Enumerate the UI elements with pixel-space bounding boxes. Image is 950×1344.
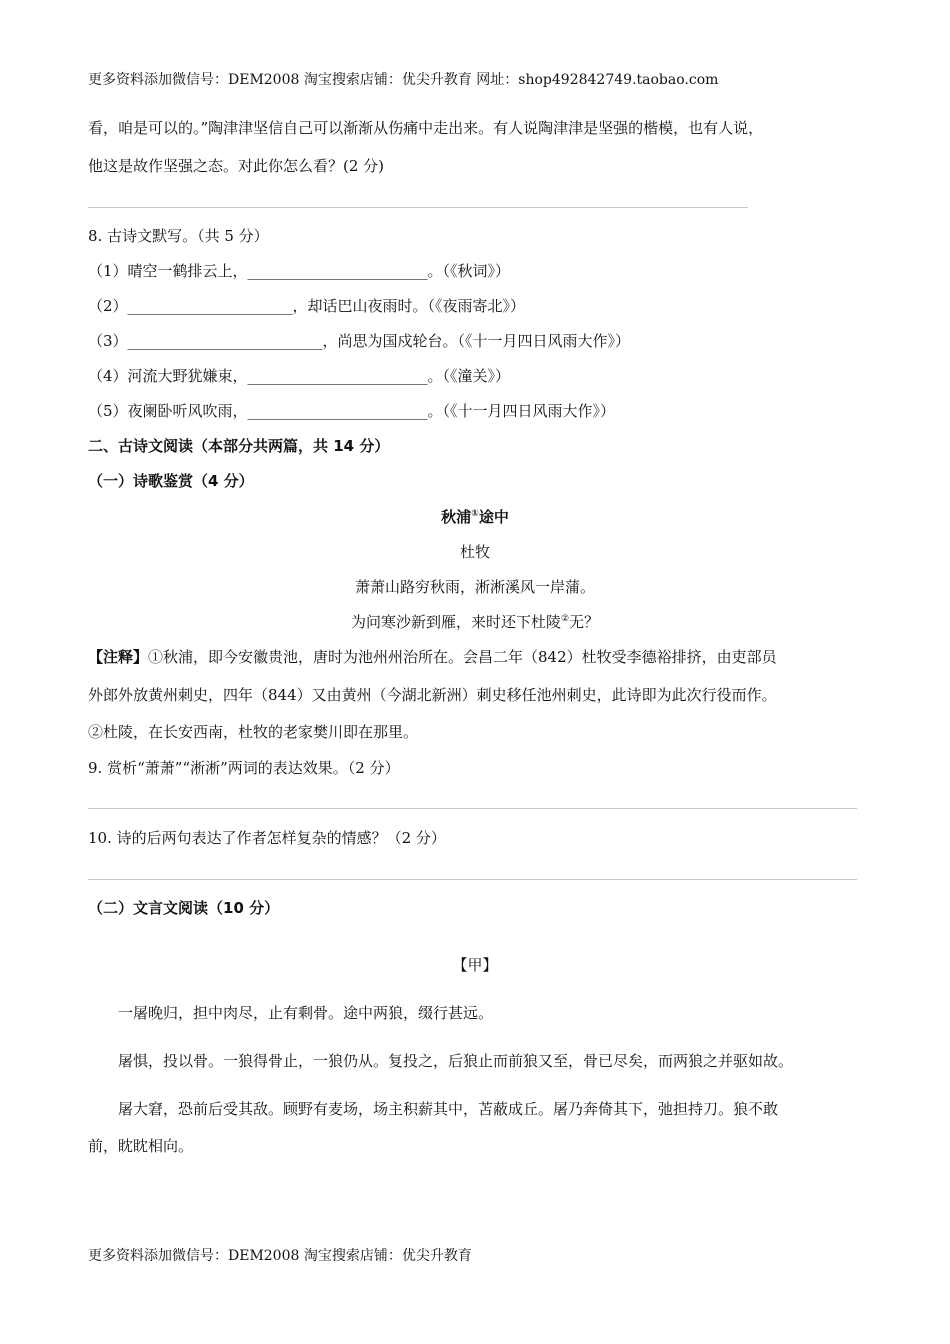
- annotation-line-1: 【注释】①秋浦，即今安徽贵池，唐时为池州州治所在。会昌二年（842）杜牧受李德裕排挤，由吏部员: [88, 648, 777, 666]
- q8-item-5: （5）夜阑卧听风吹雨，________________________。（《十一月四日风雨大作》）: [88, 402, 616, 420]
- q8-title: 8. 古诗文默写。（共 5 分）: [88, 227, 269, 245]
- q7-text-line-2: 他这是故作坚强之态。对此你怎么看？(2 分): [88, 157, 385, 175]
- annotation-line-2: 外郎外放黄州刺史，四年（844）又由黄州（今湖北新洲）刺史移任池州刺史，此诗即为此次行役而作。: [88, 686, 777, 704]
- answer-line: [88, 808, 857, 809]
- poem-line-1: 萧萧山路穷秋雨，淅淅溪风一岸蒲。: [354, 578, 595, 596]
- q8-item-4: （4）河流大野犹嫌束，________________________。（《潼关》）: [88, 367, 511, 385]
- passage-paragraph-3-line-2: 前，眈眈相向。: [88, 1137, 194, 1155]
- passage-paragraph-2: 屠惧，投以骨。一狼得骨止，一狼仍从。复投之，后狼止而前狼又至，骨已尽矣，而两狼之并驱如故。: [118, 1052, 794, 1070]
- poem-line-2: 为问寒沙新到雁，来时还下杜陵②无？: [350, 613, 600, 631]
- q7-text-line-1: 看，咱是可以的。”陶津津坚信自己可以渐渐从伤痛中走出来。有人说陶津津是坚强的楷模，也有人说，: [88, 119, 764, 137]
- passage-paragraph-3-line-1: 屠大窘，恐前后受其敌。顾野有麦场，场主积薪其中，苫蔽成丘。屠乃奔倚其下，弛担持刀。狼不敢: [118, 1100, 779, 1118]
- passage-jia-label: 【甲】: [452, 956, 498, 974]
- poetry-section-title: （一）诗歌鉴赏（4 分）: [88, 472, 254, 490]
- answer-line: [88, 879, 857, 880]
- page-header: 更多资料添加微信号：DEM2008 淘宝搜索店铺：优尖升教育 网址：shop492842749.taobao.com: [88, 72, 719, 88]
- answer-line: [88, 207, 748, 208]
- q9-text: 9. 赏析“萧萧”“淅淅”两词的表达效果。（2 分）: [88, 759, 400, 777]
- annotation-line-3: ②杜陵，在长安西南，杜牧的老家樊川即在那里。: [88, 723, 419, 741]
- poem-author: 杜牧: [459, 543, 490, 561]
- section-2-title: 二、古诗文阅读（本部分共两篇，共 14 分）: [88, 437, 390, 455]
- passage-paragraph-1: 一屠晚归，担中肉尽，止有剩骨。途中两狼，缀行甚远。: [118, 1004, 494, 1022]
- poem-title: 秋浦①途中: [441, 508, 509, 526]
- page-footer: 更多资料添加微信号：DEM2008 淘宝搜索店铺：优尖升教育: [88, 1248, 472, 1264]
- q8-item-1: （1）晴空一鹤排云上，________________________。（《秋词》）: [88, 262, 511, 280]
- q10-text: 10. 诗的后两句表达了作者怎样复杂的情感？（2 分）: [88, 829, 446, 847]
- classical-section-title: （二）文言文阅读（10 分）: [88, 899, 280, 917]
- q8-item-3: （3）__________________________，尚思为国戍轮台。（《十一月四日风雨大作》）: [88, 332, 631, 350]
- q8-item-2: （2）______________________，却话巴山夜雨时。（《夜雨寄北》）: [88, 297, 526, 315]
